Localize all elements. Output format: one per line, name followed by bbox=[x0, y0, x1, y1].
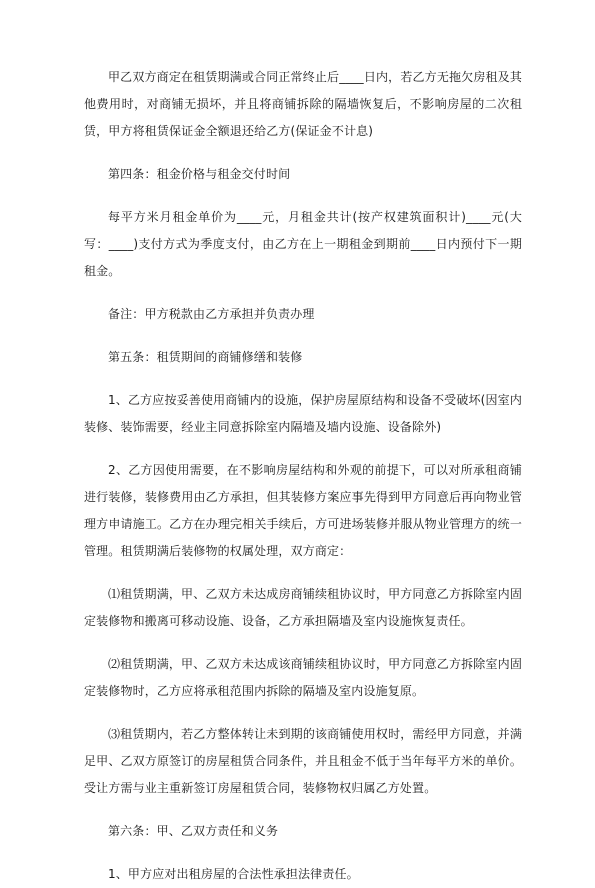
paragraph-clause-5-2: 2、乙方因使用需要，在不影响房屋结构和外观的前提下，可以对所承租商铺进行装修，装修费用由乙方承担，但其装修方案应事先得到甲方同意后再向物业管理方申请施工。乙方在办理完相关手续后，方可进场装修并服从物业管理方的统一管理。租赁期满后装修物的权属处理，双方商定： bbox=[84, 463, 522, 558]
paragraph-tax-note: 备注：甲方税款由乙方承担并负责办理 bbox=[108, 307, 315, 321]
paragraph-subclause-3: ⑶租赁期内，若乙方整体转让未到期的该商铺使用权时，需经甲方同意，并满足甲、乙双方原签订的房屋租赁合同条件，并且租金不低于当年每平方米的单价。受让方需与业主重新签订房屋租赁合同，装修物权归属乙方处置。 bbox=[84, 727, 522, 795]
paragraph-clause-5-1: 1、乙方应按妥善使用商铺内的设施，保护房屋原结构和设备不受破坏(因室内装修、装饰需要，经业主同意拆除室内隔墙及墙内设施、设备除外) bbox=[84, 393, 522, 434]
heading-article-4: 第四条：租金价格与租金交付时间 bbox=[108, 167, 291, 181]
paragraph-rent-price: 每平方米月租金单价为____元，月租金共计(按产权建筑面积计)____元(大写：____)支付方式为季度支付，由乙方在上一期租金到期前____日内预付下一期租金。 bbox=[84, 210, 522, 278]
paragraph-subclause-1: ⑴租赁期满，甲、乙双方未达成房商铺续租协议时，甲方同意乙方拆除室内固定装修物和搬离可移动设施、设备，乙方承担隔墙及室内设施恢复责任。 bbox=[84, 587, 522, 628]
heading-article-5: 第五条：租赁期间的商铺修缮和装修 bbox=[108, 350, 303, 364]
heading-article-6: 第六条：甲、乙双方责任和义务 bbox=[108, 824, 279, 838]
paragraph-subclause-2: ⑵租赁期满，甲、乙双方未达成该商铺续租协议时，甲方同意乙方拆除室内固定装修物时，乙方应将承租范围内拆除的隔墙及室内设施复原。 bbox=[84, 657, 522, 698]
paragraph-clause-6-1: 1、甲方应对出租房屋的合法性承担法律责任。 bbox=[108, 867, 359, 881]
paragraph-deposit-refund: 甲乙双方商定在租赁期满或合同正常终止后____日内，若乙方无拖欠房租及其他费用时，对商铺无损坏，并且将商铺拆除的隔墙恢复后，不影响房屋的二次租赁，甲方将租赁保证金全额退还给乙方(保证金不计息) bbox=[84, 70, 522, 138]
document-body bbox=[84, 64, 522, 888]
